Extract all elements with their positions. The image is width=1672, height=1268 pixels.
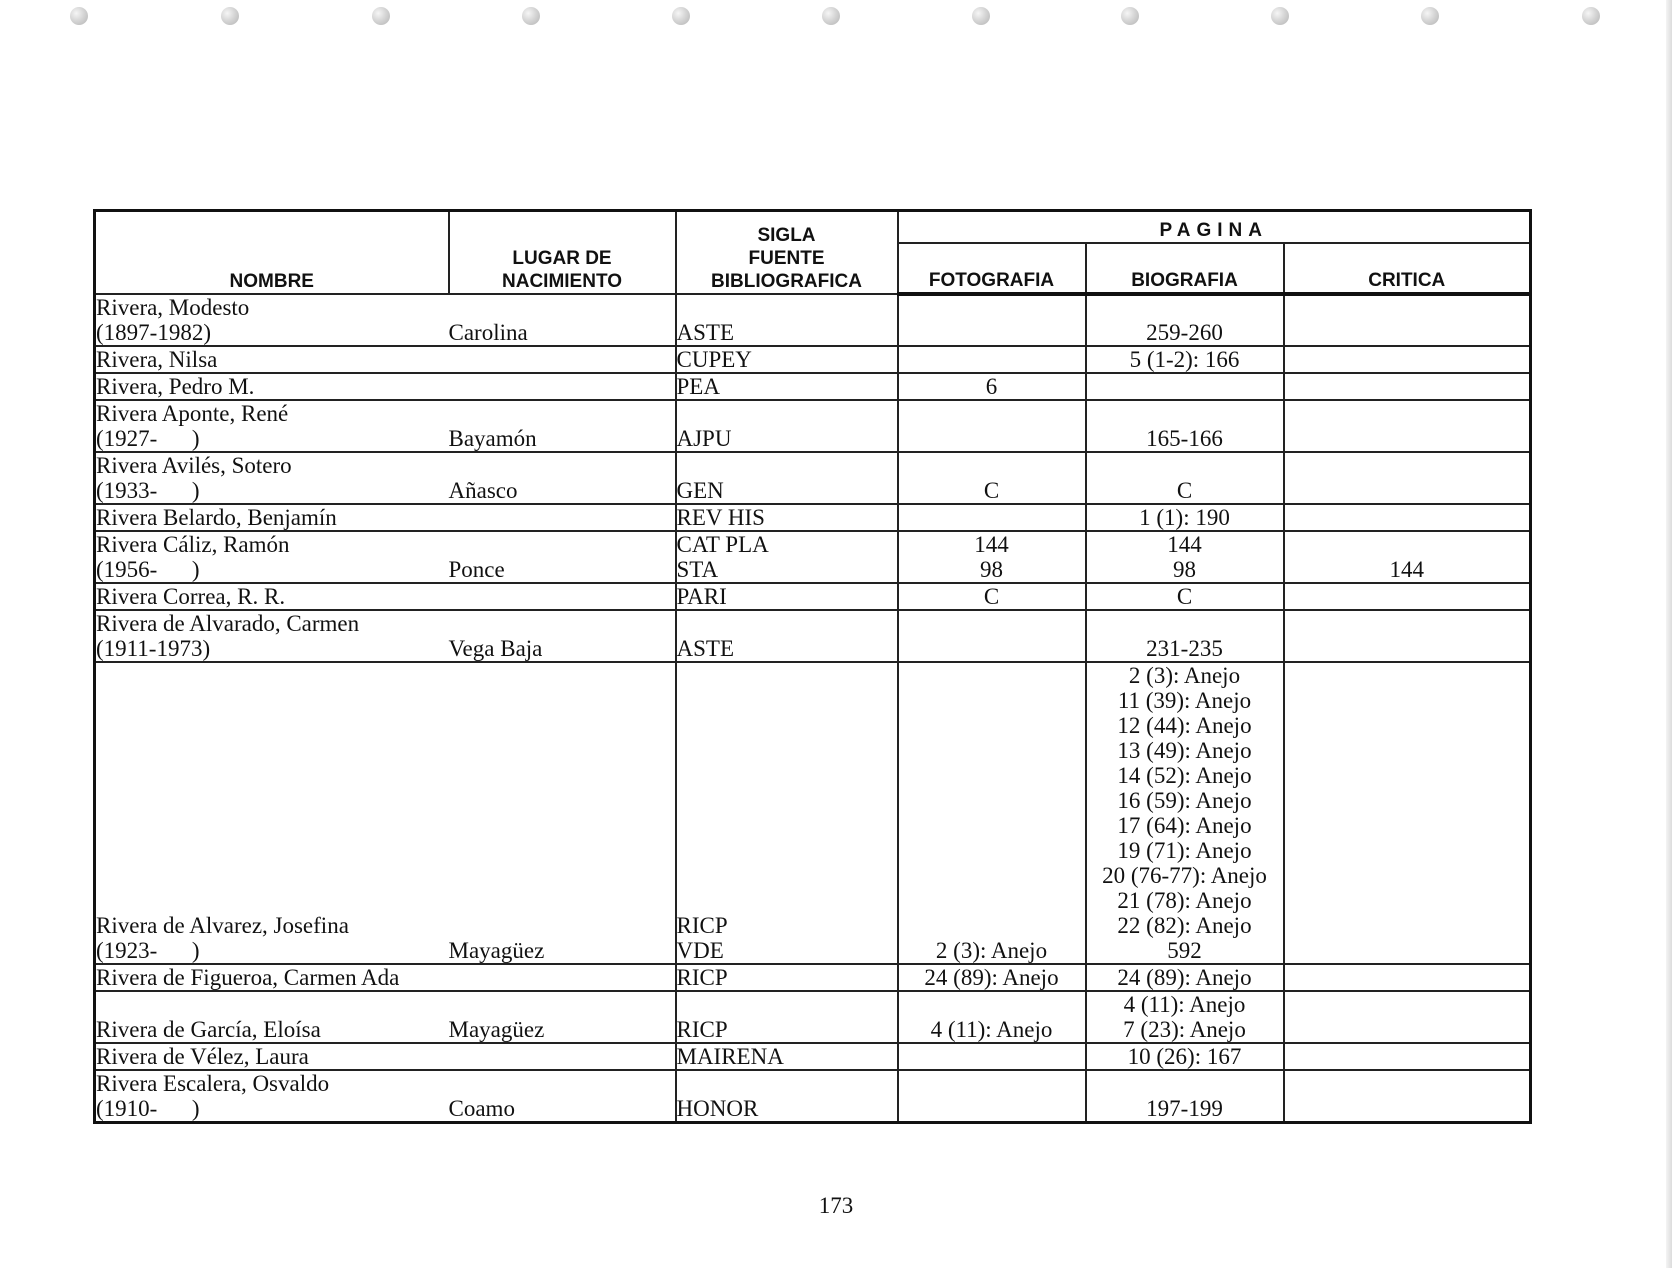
cell-sigla [676,1070,898,1123]
cell-nombre-line: Rivera Escalera, Osvaldo [96,1071,330,1096]
cell-fotografia [898,346,1086,373]
cell-biografia-line: 165-166 [1146,426,1223,451]
cell-sigla [676,610,898,662]
cell-lugar [449,452,676,504]
cell-nombre-line: Rivera de Vélez, Laura [96,1044,309,1069]
cell-nombre-line: Rivera, Pedro M. [96,374,255,399]
cell-lugar [449,346,676,373]
cell-nombre [95,373,449,400]
cell-biografia-line: 10 (26): 167 [1127,1044,1242,1069]
cell-biografia-line: 2 (3): Anejo [1128,663,1241,688]
cell-nombre-line: (1923- ) [96,938,200,963]
cell-lugar-line: Coamo [448,1096,515,1121]
cell-biografia-line: 231-235 [1146,636,1223,661]
cell-critica [1284,504,1531,531]
binder-hole-icon [972,7,990,25]
cell-biografia-line: 14 (52): Anejo [1117,763,1252,788]
cell-critica [1284,294,1531,346]
cell-biografia-line: 4 (11): Anejo [1123,992,1246,1017]
cell-sigla-line: RICP [676,1017,728,1042]
binder-hole-icon [1582,7,1600,25]
cell-sigla [676,531,898,583]
header-lugar-line: NACIMIENTO [502,271,622,292]
cell-biografia-line: 12 (44): Anejo [1117,713,1252,738]
cell-biografia-line: 20 (76-77): Anejo [1102,863,1267,888]
cell-critica [1284,662,1531,964]
cell-sigla [676,964,898,991]
header-lugar-text [450,247,675,293]
cell-nombre [95,583,449,610]
cell-nombre [95,452,449,504]
cell-sigla-line: CAT PLA [676,532,769,557]
header-biografia: BIOGRAFIA [1086,243,1284,294]
cell-sigla [676,1043,898,1070]
cell-fotografia [898,662,1086,964]
cell-nombre [95,1043,449,1070]
cell-lugar-line: Ponce [448,557,505,582]
cell-biografia-line: 11 (39): Anejo [1117,688,1252,713]
cell-lugar [449,504,676,531]
table-row [95,531,1531,583]
cell-biografia [1086,610,1284,662]
cell-fotografia-line: 6 [985,374,998,399]
cell-lugar [449,1070,676,1123]
cell-fotografia [898,531,1086,583]
cell-sigla-line: PEA [676,374,720,399]
cell-critica [1284,1070,1531,1123]
cell-sigla-line: PARI [676,584,727,609]
cell-nombre-line: Rivera, Modesto [96,295,250,320]
cell-fotografia-line: 98 [980,557,1003,582]
table-row [95,991,1531,1043]
cell-critica [1284,1043,1531,1070]
cell-sigla-line: RICP [676,913,728,938]
cell-biografia-line: C [1176,584,1193,609]
cell-critica [1284,610,1531,662]
cell-fotografia-line: 2 (3): Anejo [935,938,1048,963]
cell-critica [1284,964,1531,991]
cell-lugar-line: Añasco [448,478,518,503]
cell-nombre-line: Rivera de García, Eloísa [96,1017,321,1042]
cell-fotografia [898,964,1086,991]
table-row [95,373,1531,400]
cell-nombre-line: Rivera Belardo, Benjamín [96,505,337,530]
cell-critica [1284,452,1531,504]
cell-biografia-line: 7 (23): Anejo [1123,1017,1246,1042]
binder-hole-icon [672,7,690,25]
header-sigla-line: SIGLA [757,225,816,246]
table-row [95,400,1531,452]
cell-nombre-line: (1956- ) [96,557,200,582]
header-critica: CRITICA [1284,243,1531,294]
cell-fotografia [898,610,1086,662]
cell-biografia-line: 19 (71): Anejo [1117,838,1252,863]
cell-fotografia [898,400,1086,452]
cell-fotografia-line: C [983,478,1000,503]
cell-nombre [95,400,449,452]
cell-sigla-line: GEN [676,478,724,503]
cell-sigla [676,452,898,504]
header-sigla-text [677,224,897,293]
header-nombre: NOMBRE [95,211,449,295]
cell-lugar [449,662,676,964]
cell-fotografia [898,504,1086,531]
cell-nombre [95,1070,449,1123]
cell-nombre [95,662,449,964]
cell-sigla [676,400,898,452]
cell-biografia-line: 197-199 [1146,1096,1223,1121]
cell-lugar-line: Mayagüez [448,1017,545,1042]
header-sigla [676,211,898,295]
cell-nombre-line: (1897-1982) [96,320,211,345]
cell-biografia [1086,583,1284,610]
cell-biografia-line: 17 (64): Anejo [1117,813,1252,838]
table-row [95,662,1531,964]
cell-critica [1284,531,1531,583]
cell-sigla [676,373,898,400]
binder-hole-icon [221,7,239,25]
cell-sigla-line: VDE [676,938,724,963]
cell-sigla-line: AJPU [676,426,732,451]
cell-nombre [95,610,449,662]
cell-fotografia-line: 24 (89): Anejo [924,965,1059,990]
header-lugar [449,211,676,295]
binder-hole-icon [70,7,88,25]
cell-critica [1284,346,1531,373]
cell-sigla [676,583,898,610]
table-row [95,346,1531,373]
cell-biografia [1086,531,1284,583]
cell-nombre [95,991,449,1043]
cell-biografia-line: 98 [1173,557,1196,582]
cell-biografia [1086,1043,1284,1070]
cell-fotografia [898,373,1086,400]
cell-lugar [449,294,676,346]
cell-lugar [449,1043,676,1070]
cell-sigla [676,991,898,1043]
cell-biografia [1086,294,1284,346]
cell-sigla-line: MAIRENA [676,1044,784,1069]
cell-biografia-line: 24 (89): Anejo [1117,965,1252,990]
cell-nombre-line: Rivera de Alvarez, Josefina [96,913,349,938]
cell-sigla [676,294,898,346]
cell-lugar [449,373,676,400]
binder-hole-icon [1121,7,1139,25]
cell-lugar [449,991,676,1043]
cell-fotografia-line: C [983,584,1000,609]
cell-fotografia [898,1070,1086,1123]
table-row [95,610,1531,662]
binder-hole-icon [822,7,840,25]
cell-biografia [1086,504,1284,531]
cell-biografia [1086,1070,1284,1123]
cell-nombre-line: (1911-1973) [96,636,211,661]
cell-nombre-line: Rivera de Figueroa, Carmen Ada [96,965,400,990]
cell-biografia [1086,991,1284,1043]
cell-fotografia [898,452,1086,504]
cell-critica [1284,583,1531,610]
cell-nombre [95,346,449,373]
cell-lugar-line: Mayagüez [448,938,545,963]
cell-sigla [676,346,898,373]
cell-nombre-line: Rivera Correa, R. R. [96,584,286,609]
header-sigla-line: BIBLIOGRAFICA [711,271,862,292]
cell-nombre-line: Rivera, Nilsa [96,347,218,372]
cell-fotografia-line: 4 (11): Anejo [930,1017,1053,1042]
table-row [95,294,1531,346]
cell-biografia [1086,373,1284,400]
cell-fotografia [898,1043,1086,1070]
cell-sigla [676,662,898,964]
cell-biografia [1086,452,1284,504]
cell-nombre-line: (1927- ) [96,426,200,451]
cell-sigla-line: ASTE [676,636,734,661]
header-lugar-line: LUGAR DE [512,248,612,269]
cell-lugar-line: Vega Baja [448,636,543,661]
page-edge [1666,0,1672,1268]
cell-nombre-line: Rivera de Alvarado, Carmen [96,611,360,636]
cell-biografia-line: C [1176,478,1193,503]
cell-nombre-line: Rivera Aponte, René [96,401,289,426]
cell-sigla [676,504,898,531]
table-row [95,1043,1531,1070]
cell-nombre-line: (1910- ) [96,1096,200,1121]
cell-sigla-line: HONOR [676,1096,759,1121]
cell-lugar [449,583,676,610]
cell-nombre-line: (1933- ) [96,478,200,503]
cell-nombre [95,294,449,346]
cell-fotografia-line: 144 [974,532,1009,557]
cell-sigla-line: STA [676,557,719,582]
cell-fotografia [898,991,1086,1043]
cell-lugar [449,531,676,583]
cell-nombre-line: Rivera Avilés, Sotero [96,453,292,478]
cell-biografia-line: 5 (1-2): 166 [1129,347,1240,372]
cell-critica-line: 144 [1389,557,1425,582]
binder-hole-icon [522,7,540,25]
cell-sigla-line: REV HIS [676,505,765,530]
cell-fotografia [898,583,1086,610]
cell-nombre [95,964,449,991]
cell-biografia-line: 1 (1): 190 [1139,505,1230,530]
cell-nombre [95,504,449,531]
cell-lugar [449,400,676,452]
cell-biografia-line: 13 (49): Anejo [1117,738,1252,763]
cell-critica [1284,991,1531,1043]
cell-biografia [1086,346,1284,373]
cell-biografia-line: 21 (78): Anejo [1117,888,1252,913]
cell-biografia-line: 144 [1167,532,1202,557]
binder-hole-icon [1421,7,1439,25]
cell-biografia [1086,662,1284,964]
cell-sigla-line: ASTE [676,320,734,345]
cell-lugar-line: Carolina [448,320,528,345]
table-row [95,583,1531,610]
header-row-top [95,211,1531,244]
cell-biografia [1086,964,1284,991]
table-row [95,504,1531,531]
cell-sigla-line: RICP [676,965,728,990]
binder-hole-icon [372,7,390,25]
cell-biografia-line: 22 (82): Anejo [1117,913,1252,938]
cell-biografia-line: 592 [1167,938,1202,963]
cell-sigla-line: CUPEY [676,347,752,372]
cell-critica [1284,400,1531,452]
header-pagina: PAGINA [898,211,1531,244]
binder-hole-icon [1271,7,1289,25]
bibliography-table [93,209,1532,1124]
cell-critica [1284,373,1531,400]
table-row [95,964,1531,991]
cell-nombre-line: Rivera Cáliz, Ramón [96,532,290,557]
cell-fotografia [898,294,1086,346]
cell-biografia-line: 259-260 [1146,320,1223,345]
table-row [95,452,1531,504]
table-row [95,1070,1531,1123]
cell-lugar [449,964,676,991]
cell-nombre [95,531,449,583]
cell-lugar-line: Bayamón [448,426,537,451]
binder-holes [0,0,1672,40]
cell-biografia-line: 16 (59): Anejo [1117,788,1252,813]
page-number: 173 [818,1193,854,1218]
table-body [95,294,1531,1123]
cell-biografia [1086,400,1284,452]
cell-lugar [449,610,676,662]
header-sigla-line: FUENTE [748,248,825,269]
header-fotografia: FOTOGRAFIA [898,243,1086,294]
